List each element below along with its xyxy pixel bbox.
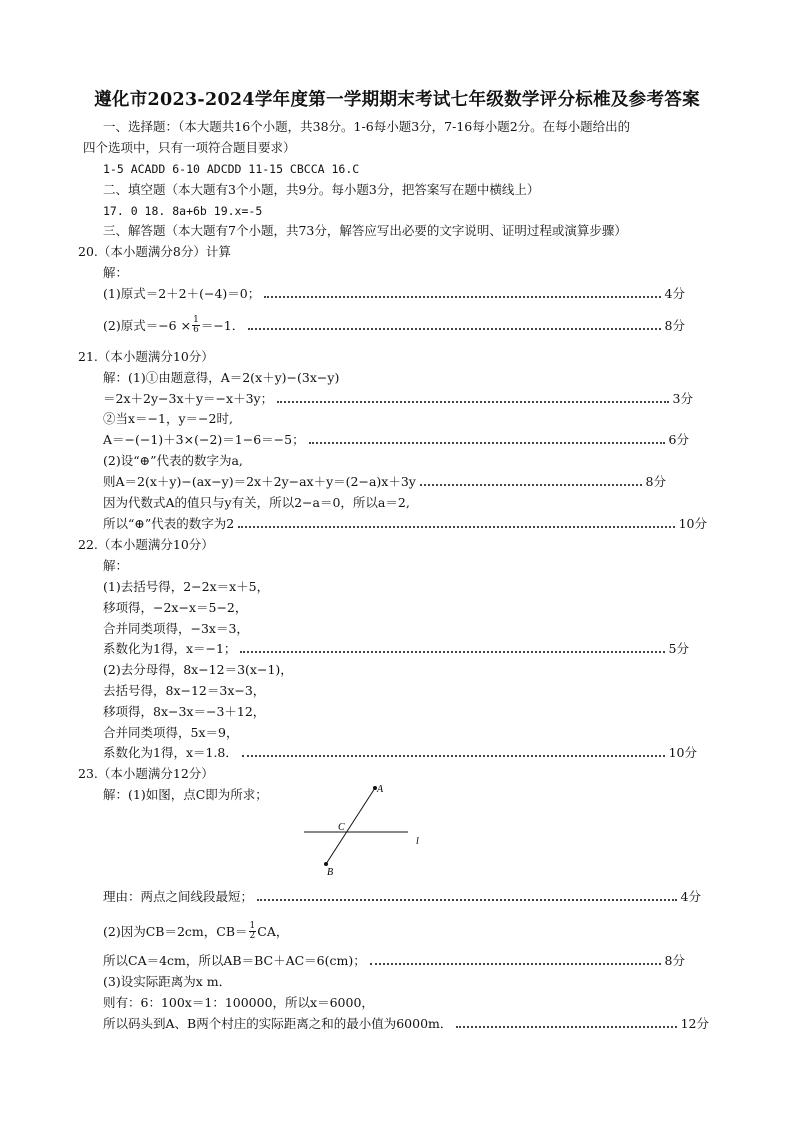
q22-line5: (2)去分母得，8x−12＝3(x−1)，: [103, 662, 293, 677]
q20-line1: [103, 285, 685, 303]
q22-line4-text: 系数化为1得，x＝−1；: [103, 641, 237, 656]
q22-score1: 5分: [668, 641, 689, 656]
dot-leader: [264, 296, 660, 298]
q22-line9: [103, 744, 697, 762]
q23-line7-text: 所以码头到A、B两个村庄的实际距离之和的最小值为6000m．: [103, 1016, 453, 1031]
q22-line7: 移项得，8x−3x＝−3＋12，: [103, 704, 266, 719]
dot-leader: [242, 755, 665, 757]
label-b: B: [327, 867, 334, 878]
q20-jie: 解：: [103, 265, 129, 280]
dot-leader: [309, 442, 665, 444]
q20-line2-result: ＝−1．: [200, 318, 245, 333]
q22-line8: 合并同类项得，5x＝9，: [103, 725, 239, 740]
section2-answers: 17. 0 18. 8a+6b 19.x=-5: [103, 204, 263, 218]
q23-line5: (3)设实际距离为x m．: [103, 974, 232, 989]
q21-line2-text: ＝2x＋2y−3x＋y＝−x＋3y；: [103, 391, 274, 406]
q21-line4: [103, 431, 689, 449]
q21-line8-text: 所以“⊕”代表的数字为2: [103, 516, 235, 531]
q21-score4: 10分: [678, 516, 707, 531]
dot-leader: [277, 401, 668, 403]
q23-score1: 4分: [680, 889, 701, 904]
fraction-numerator: 1: [193, 315, 199, 325]
q21-line1: 解：(1)①由题意得，A＝2(x＋y)−(3x−y): [103, 370, 340, 385]
section1-answers: 1-5 ACADD 6-10 ADCDD 11-15 CBCCA 16.C: [103, 162, 360, 176]
fraction-one-half: [249, 922, 257, 941]
q21-score2: 6分: [668, 432, 689, 447]
q20-line2-text: (2)原式＝−6 ×: [103, 318, 192, 333]
q20-line2: [103, 316, 685, 335]
q21-score3: 8分: [645, 474, 666, 489]
q23-heading: 23.（本小题满分12分）: [78, 766, 214, 781]
q22-line4: [103, 640, 689, 658]
q22-score2: 10分: [668, 745, 697, 760]
q23-line6: 则有：6：100x＝1：100000，所以x＝6000，: [103, 995, 374, 1010]
q20-line1-text: (1)原式＝2＋2＋(−4)＝0；: [103, 286, 261, 301]
section1-heading-cont: 四个选项中，只有一项符合题目要求）: [83, 140, 296, 155]
q22-heading: 22.（本小题满分10分）: [78, 537, 214, 552]
fraction-denominator: 2: [249, 931, 256, 941]
q23-line2-text: 理由：两点之间线段最短；: [103, 889, 254, 904]
dot-leader: [240, 651, 664, 653]
q23-score3: 12分: [680, 1016, 709, 1031]
q22-jie: 解：: [103, 558, 129, 573]
q21-line6: [103, 473, 666, 491]
q22-line9-text: 系数化为1得，x＝1.8．: [103, 745, 238, 760]
label-c: C: [338, 822, 345, 833]
geometry-figure: [295, 778, 435, 878]
q21-line6-text: 则A＝2(x＋y)−(ax−y)＝2x＋2y−ax＋y＝(2−a)x＋3y: [103, 474, 416, 489]
fraction-one-sixth: [192, 316, 200, 335]
label-a: A: [377, 784, 384, 795]
q22-line1: (1)去括号得，2−2x＝x＋5，: [103, 579, 270, 594]
q21-line7: 因为代数式A的值只与y有关，所以2−a＝0，所以a＝2,: [103, 495, 410, 510]
q23-line4: [103, 952, 685, 970]
q21-line3: ②当x＝−1，y＝−2时,: [103, 411, 233, 426]
q20-score1: 4分: [664, 286, 685, 301]
q20-score2: 8分: [664, 318, 685, 333]
label-l: l: [416, 836, 419, 847]
dot-leader: [248, 328, 660, 330]
point-b: [324, 862, 328, 866]
section1-heading: 一、选择题：（本大题共16个小题，共38分。1-6每小题3分，7-16每小题2分。在每小题给出的: [103, 119, 631, 134]
section2-heading: 二、填空题（本大题有3个小题，共9分。每小题3分，把答案写在题中横线上）: [103, 182, 540, 197]
q23-line7: [103, 1015, 709, 1033]
dot-leader: [420, 484, 642, 486]
dot-leader: [238, 526, 674, 528]
q21-line4-text: A＝−(−1)＋3×(−2)＝1−6＝−5；: [103, 432, 305, 447]
q21-line2: [103, 390, 693, 408]
q23-line2: [103, 888, 701, 906]
q20-heading: 20.（本小题满分8分）计算: [78, 244, 231, 259]
dot-leader: [456, 1026, 676, 1028]
q22-line6: 去括号得，8x−12＝3x−3，: [103, 683, 266, 698]
q21-line8: [103, 515, 707, 533]
fraction-numerator: 1: [249, 921, 256, 931]
segment-ab: [326, 788, 375, 864]
q21-line5: (2)设“⊕”代表的数字为a,: [103, 453, 243, 468]
q23-line1: 解：(1)如图，点C即为所求；: [103, 787, 268, 802]
q21-score1: 3分: [672, 391, 693, 406]
q23-score2: 8分: [664, 953, 685, 968]
q23-line3-text: (2)因为CB＝2cm，CB＝: [103, 924, 248, 939]
dot-leader: [257, 899, 677, 901]
q23-line3: [103, 922, 288, 941]
dot-leader: [370, 963, 661, 965]
q21-heading: 21.（本小题满分10分）: [78, 349, 214, 364]
section3-heading: 三、解答题（本大题有7个小题，共73分，解答应写出必要的文字说明、证明过程或演算步骤）: [103, 223, 627, 238]
q22-line2: 移项得，−2x−x＝5−2，: [103, 600, 248, 615]
q22-line3: 合并同类项得，−3x＝3，: [103, 621, 249, 636]
q23-line4-text: 所以CA＝4cm，所以AB＝BC＋AC＝6(cm)；: [103, 953, 366, 968]
q23-line3-end: CA，: [257, 924, 289, 939]
fraction-denominator: 6: [193, 325, 199, 335]
page-title: 遵化市2023-2024学年度第一学期期末考试七年级数学评分标椎及参考答案: [94, 90, 700, 110]
